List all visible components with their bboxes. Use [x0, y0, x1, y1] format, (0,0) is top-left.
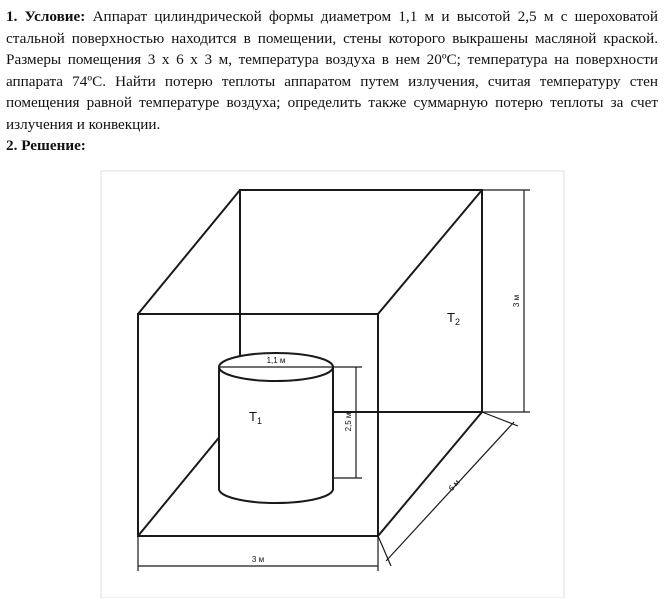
cylinder-body [219, 367, 333, 503]
condition-number: 1. [6, 8, 18, 25]
solution-number: 2. [6, 137, 18, 154]
label-diameter: 1,1 м [266, 356, 286, 365]
label-room-width: 3 м [251, 555, 265, 564]
label-T1: $T_1$ [249, 409, 262, 426]
label-room-depth: 6 м [446, 477, 462, 493]
room-edge-top-left [138, 190, 240, 314]
solution-label: Решение: [21, 137, 86, 154]
room-edge-top-right [378, 190, 482, 314]
room-depth-dim [386, 422, 514, 561]
room-depth-ext-front [378, 536, 391, 566]
condition-text: Аппарат цилиндрической формы диаметром 1,1 м и высотой 2,5 м с шероховатой стальной поверхностью находится в помещении, стены которого выкрашены масляной краской. Размеры помещения 3 х 6 х 3 м, температура воздуха в нем 20ºС; температура на поверхности аппарата 74ºС. Найти потерю теплоты аппаратом путем излучения, считая температуру стен помещения равной температуре воздуха; определить также суммарную потерю теплоты за счет излучения и конвекции. [6, 8, 659, 133]
cylinder-apparatus [219, 353, 333, 503]
label-T2: $T_2$ [447, 310, 460, 327]
label-cyl-height: 2,5 м [344, 412, 353, 432]
label-room-height: 3 м [512, 294, 521, 308]
condition-label: Условие: [24, 8, 86, 25]
